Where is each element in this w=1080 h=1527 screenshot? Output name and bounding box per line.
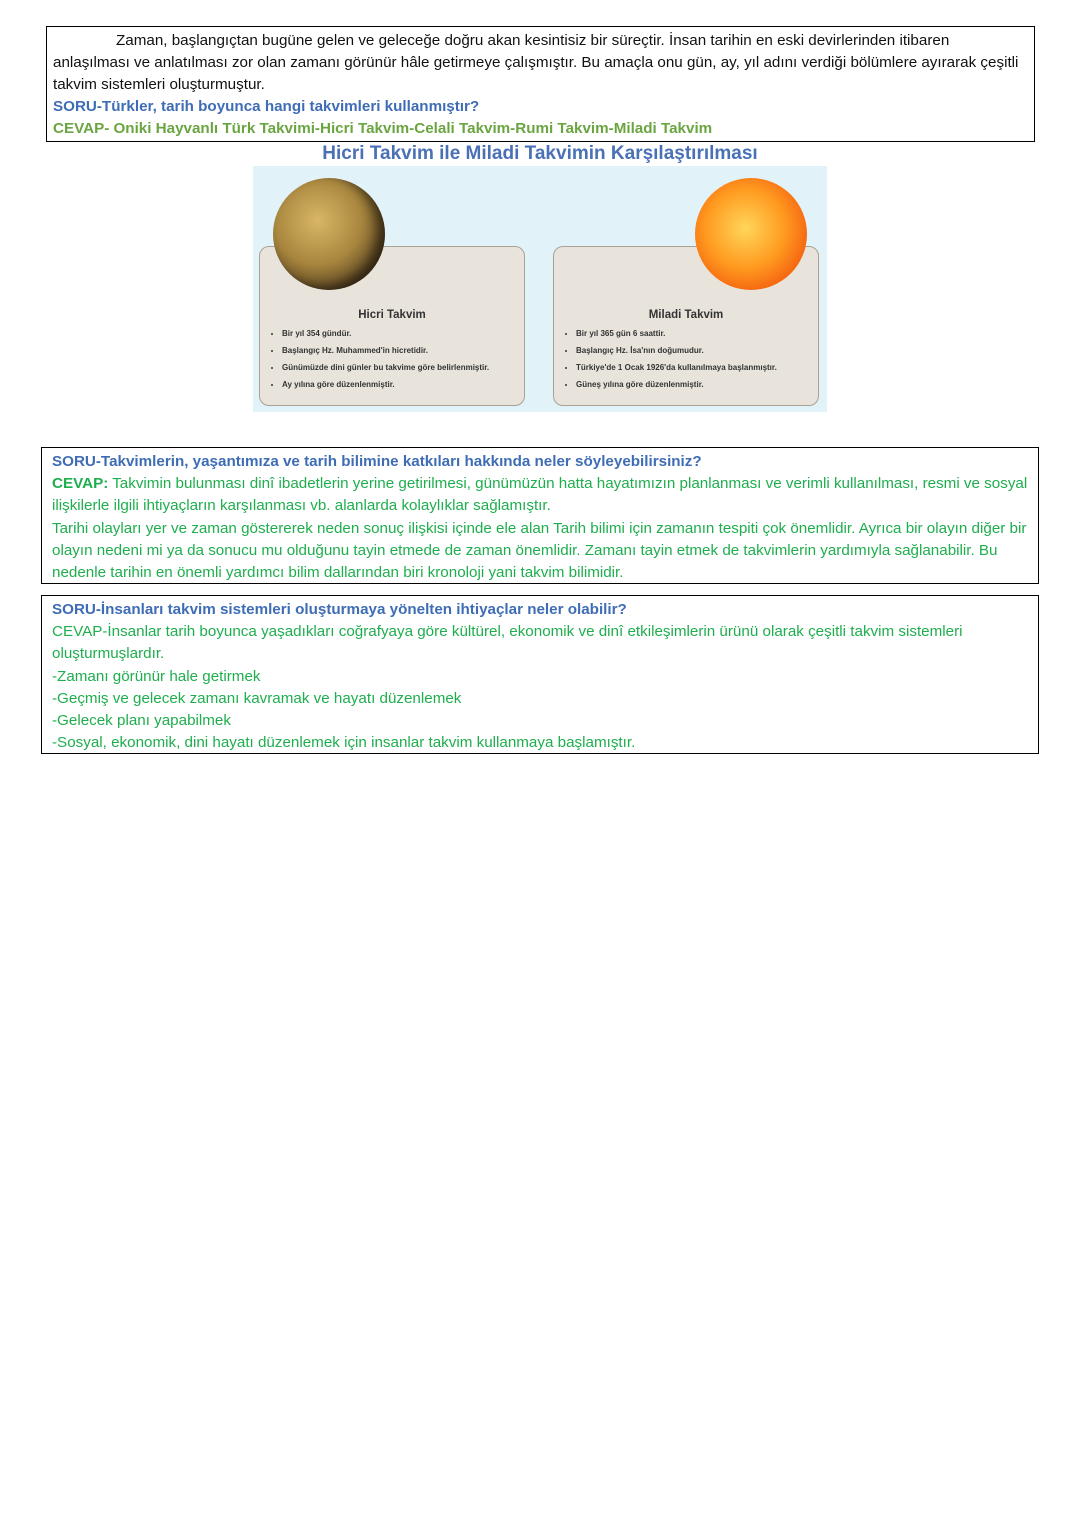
hicri-item: • Bir yıl 354 gündür. xyxy=(282,325,524,342)
intro-box xyxy=(46,26,1035,142)
hicri-list xyxy=(260,325,524,393)
miladi-list xyxy=(554,325,818,393)
miladi-item: • Bir yıl 365 gün 6 saattir. xyxy=(576,325,818,342)
hicri-card-title: Hicri Takvim xyxy=(358,309,426,321)
question-needs: SORU-İnsanları takvim sistemleri oluşturmaya yönelten ihtiyaçlar neler olabilir? xyxy=(52,601,627,618)
need-item: -Zamanı görünür hale getirmek xyxy=(52,667,261,685)
answer-turkish-calendars: CEVAP- Oniki Hayvanlı Türk Takvimi-Hicri Takvim-Celali Takvim-Rumi Takvim-Miladi Takvim xyxy=(53,120,713,137)
sun-icon xyxy=(695,178,807,290)
intro-paragraph: Zaman, başlangıçtan bugüne gelen ve geleceğe doğru akan kesintisiz bir süreçtir. İnsan tarihin en eski devirlerinden itibaren anlaşılması ve anlatılması zor olan zamanı görünür hâle getirmeye çalışmıştır. Bu amaçla onu gün, ay, yıl adını verdiği bölümlere ayırarak çeşitli takvim sistemleri oluşturmuştur. xyxy=(53,32,1019,93)
answer-label: CEVAP: xyxy=(52,475,109,493)
need-item: -Sosyal, ekonomik, dini hayatı düzenlemek için insanlar takvim kullanmaya başlamıştır. xyxy=(52,734,636,752)
miladi-item: • Başlangıç Hz. İsa'nın doğumudur. xyxy=(576,342,818,359)
answer-needs: CEVAP-İnsanlar tarih boyunca yaşadıkları coğrafyaya göre kültürel, ekonomik ve dinî etkileşimlerin ürünü olarak çeşitli takvim sistemleri oluşturmuşlardır. xyxy=(52,623,963,663)
miladi-item: • Güneş yılına göre düzenlenmiştir. xyxy=(576,376,818,393)
moon-icon xyxy=(273,178,385,290)
calendar-comparison-figure xyxy=(253,166,827,412)
need-item: -Gelecek planı yapabilmek xyxy=(52,712,231,730)
hicri-item: • Günümüzde dini günler bu takvime göre belirlenmiştir. xyxy=(282,359,524,376)
miladi-item: • Türkiye'de 1 Ocak 1926'da kullanılmaya başlanmıştır. xyxy=(576,359,818,376)
answer-text: Takvimin bulunması dinî ibadetlerin yerine getirilmesi, günümüzün hatta hayatımızın planlanması ve verimli kullanılması, resmi ve sosyal ilişkilerle ilgili ihtiyaçların karşılanması vb. alanlarda kolaylıklar sağlamıştır. xyxy=(52,475,1028,515)
question-contributions: SORU-Takvimlerin, yaşantımıza ve tarih bilimine katkıları hakkında neler söyleyebilirsiniz? xyxy=(52,453,702,470)
needs-box xyxy=(41,595,1039,754)
need-item: -Geçmiş ve gelecek zamanı kavramak ve hayatı düzenlemek xyxy=(52,689,462,707)
hicri-item: • Başlangıç Hz. Muhammed'in hicretidir. xyxy=(282,342,524,359)
contributions-box xyxy=(41,447,1039,584)
answer-contributions-p2: Tarihi olayları yer ve zaman göstererek neden sonuç ilişkisi içinde ele alan Tarih bilimi için zamanın tespiti çok önemlidir. Ayrıca bir olayın diğer bir olayın nedeni mi ya da sonucu mu olduğunu tayin etmede de zaman önemlidir. Zamanı tayin etmek de takvimlerin yardımıyla sağlanabilir. Bu nedenle tarihin en önemli yardımcı bilim dallarından biri kronoloji yani takvim bilimidir. xyxy=(52,519,1027,582)
hicri-item: • Ay yılına göre düzenlenmiştir. xyxy=(282,376,524,393)
answer-contributions-p1 xyxy=(52,473,1028,517)
figure-title: Hicri Takvim ile Miladi Takvimin Karşılaştırılması xyxy=(322,143,758,164)
question-turkish-calendars: SORU-Türkler, tarih boyunca hangi takvimleri kullanmıştır? xyxy=(53,98,480,115)
miladi-card-title: Miladi Takvim xyxy=(648,309,724,321)
